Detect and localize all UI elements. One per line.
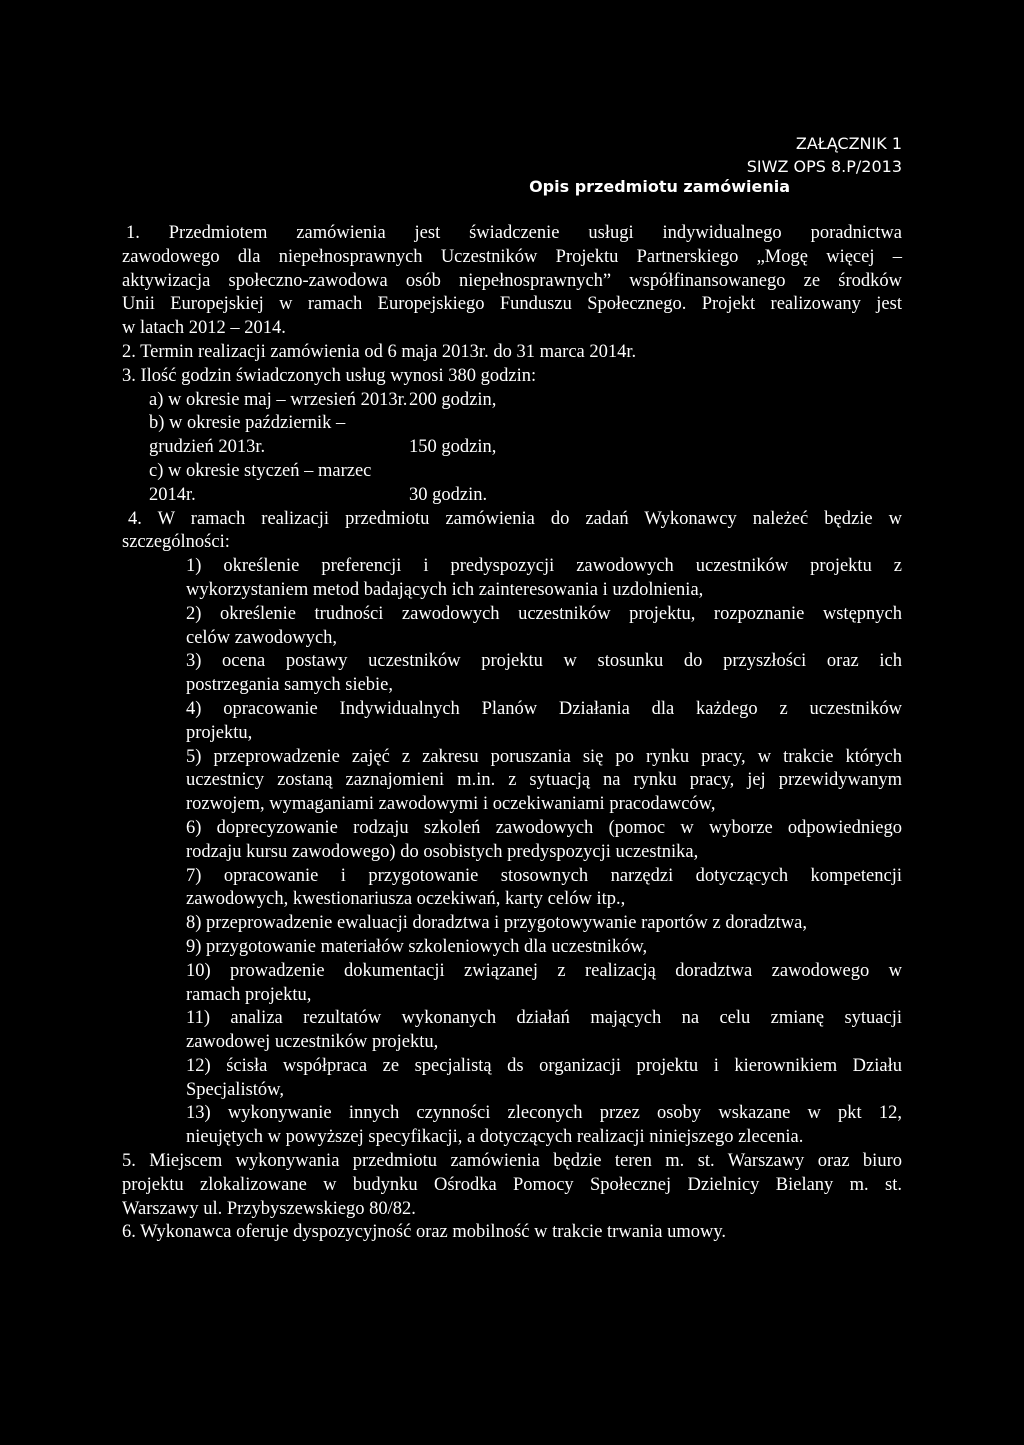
task-3-line-1: 3) ocena postawy uczestników projektu w stosunku do przyszłości oraz ich [186,651,902,672]
document-body [122,222,902,1245]
hours-row-a [122,389,902,413]
task-6-line-2: rodzaju kursu zawodowego) do osobistych predyspozycji uczestnika, [186,841,699,862]
paragraph-5-line-1: 5. Miejscem wykonywania przedmiotu zamówienia będzie teren m. st. Warszawy oraz biuro [122,1151,902,1172]
paragraph-5-line-2: projektu zlokalizowane w budynku Ośrodka Pomocy Społecznej Dzielnicy Bielany m. st. [122,1174,902,1195]
reference-number: SIWZ OPS 8.P/2013 [746,157,902,176]
hours-period-b: b) w okresie październik – grudzień 2013r. [149,413,346,458]
attachment-header [747,132,902,178]
task-5-line-3: rozwojem, wymaganiami zawodowymi i oczekiwaniami pracodawców, [186,794,716,815]
attachment-label: ZAŁĄCZNIK 1 [795,134,902,153]
task-2-line-2: celów zawodowych, [186,627,338,648]
paragraph-2: 2. Termin realizacji zamówienia od 6 maja 2013r. do 31 marca 2014r. [122,341,637,362]
task-9: 9) przygotowanie materiałów szkoleniowych dla uczestników, [186,936,648,957]
task-13-line-1: 13) wykonywanie innych czynności zleconych przez osoby wskazane w pkt 12, [186,1103,902,1124]
hours-row-c [122,460,902,508]
task-7-line-2: zawodowych, kwestionariusza oczekiwań, karty celów itp., [186,889,626,910]
task-1-line-1: 1) określenie preferencji i predyspozycji zawodowych uczestników projektu z [186,556,902,577]
task-11-line-1: 11) analiza rezultatów wykonanych działań mających na celu zmianę sytuacji [186,1008,902,1029]
paragraph-1-line-2: zawodowego dla niepełnosprawnych Uczestników Projektu Partnerskiego „Mogę więcej – [122,246,902,267]
task-5-line-2: uczestnicy zostaną zaznajomieni m.in. z sytuacją na rynku pracy, jej przewidywanym [186,770,902,791]
task-13-line-2: nieujętych w powyższej specyfikacji, a dotyczących realizacji niniejszego zlecenia. [186,1127,804,1148]
task-3-line-2: postrzegania samych siebie, [186,675,394,696]
paragraph-6: 6. Wykonawca oferuje dyspozycyjność oraz mobilność w trakcie trwania umowy. [122,1222,727,1243]
page-title: Opis przedmiotu zamówienia [529,177,790,196]
task-2-line-1: 2) określenie trudności zawodowych uczestników projektu, rozpoznanie wstępnych [186,603,902,624]
hours-value-a: 200 godzin, [409,389,497,410]
task-4-line-2: projektu, [186,722,253,743]
task-8: 8) przeprowadzenie ewaluacji doradztwa i przygotowywanie raportów z doradztwa, [186,913,808,934]
task-7-line-1: 7) opracowanie i przygotowanie stosownych narzędzi dotyczących kompetencji [186,865,902,886]
task-5-line-1: 5) przeprowadzenie zajęć z zakresu poruszania się po rynku pracy, w trakcie których [186,746,902,767]
hours-value-c: 30 godzin. [409,484,488,505]
task-12-line-2: Specjalistów, [186,1079,284,1100]
task-4-line-1: 4) opracowanie Indywidualnych Planów Działania dla każdego z uczestników [186,698,902,719]
task-12-line-1: 12) ścisła współpraca ze specjalistą ds organizacji projektu i kierownikiem Działu [186,1055,902,1076]
task-11-line-2: zawodowej uczestników projektu, [186,1032,439,1053]
task-10-line-2: ramach projektu, [186,984,312,1005]
paragraph-3-intro: 3. Ilość godzin świadczonych usług wynosi 380 godzin: [122,365,537,386]
paragraph-1-line-3: aktywizacja społeczno-zawodowa osób niepełnosprawnych” współfinansowanego ze środków [122,270,902,291]
task-10-line-1: 10) prowadzenie dokumentacji związanej z realizacją doradztwa zawodowego w [186,960,902,981]
paragraph-4-line-1: 4. W ramach realizacji przedmiotu zamówienia do zadań Wykonawcy należeć będzie w [128,508,902,529]
paragraph-1-line-1: 1. Przedmiotem zamówienia jest świadczenie usługi indywidualnego poradnictwa [126,223,902,243]
paragraph-1-line-5: w latach 2012 – 2014. [122,318,286,339]
task-1-line-2: wykorzystaniem metod badających ich zainteresowania i uzdolnienia, [186,579,704,600]
task-6-line-1: 6) doprecyzowanie rodzaju szkoleń zawodowych (pomoc w wyborze odpowiedniego [186,817,902,838]
hours-value-b: 150 godzin, [409,437,497,458]
hours-period-c: c) w okresie styczeń – marzec 2014r. [149,460,372,505]
paragraph-1-line-4: Unii Europejskiej w ramach Europejskiego Funduszu Społecznego. Projekt realizowany jest [122,294,902,315]
hours-period-a: a) w okresie maj – wrzesień 2013r. [149,389,408,410]
hours-row-b [122,412,902,460]
paragraph-5-line-3: Warszawy ul. Przybyszewskiego 80/82. [122,1198,416,1219]
paragraph-4-line-2: szczególności: [122,532,230,553]
